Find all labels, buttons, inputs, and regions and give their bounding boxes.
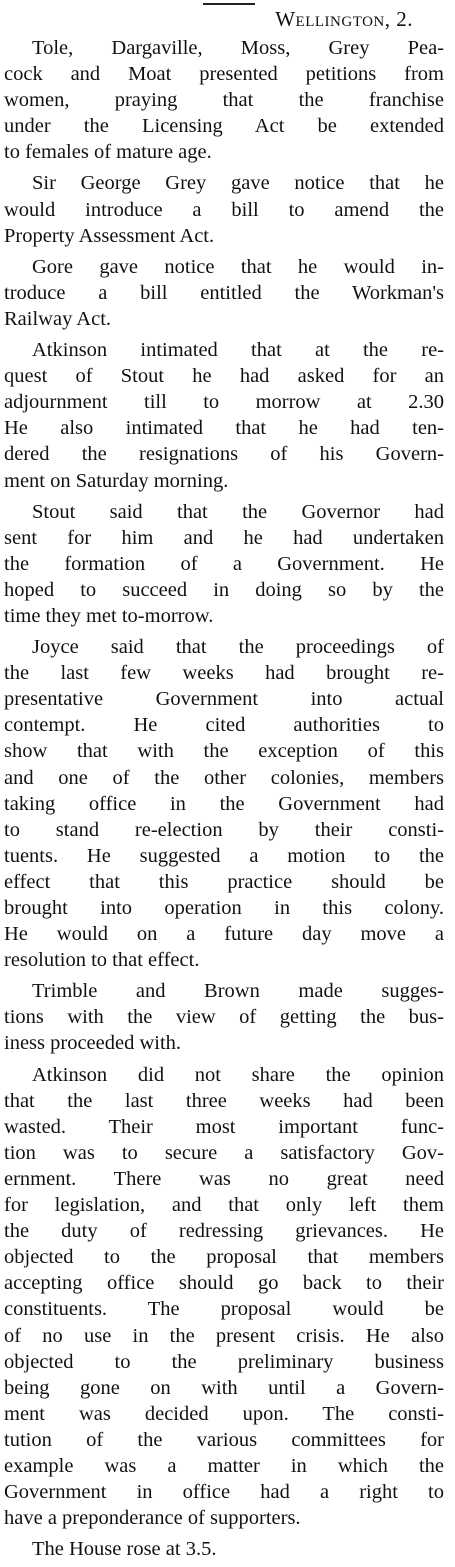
text-line: Sir George Grey gave notice that he	[32, 172, 444, 195]
text-line: Railway Act.	[4, 307, 112, 330]
text-line: objected to the proposal that members	[4, 1246, 444, 1269]
text-line: objected to the preliminary business	[4, 1350, 444, 1373]
text-line: of no use in the present crisis. He also	[4, 1324, 444, 1347]
text-line: the duty of redressing grievances. He	[4, 1220, 444, 1243]
text-line: tion was to secure a satisfactory Gov-	[4, 1141, 444, 1164]
text-line: hoped to succeed in doing so by the	[4, 578, 444, 601]
text-line: contempt. He cited authorities to	[4, 714, 444, 737]
text-line: Tole, Dargaville, Moss, Grey Pea-	[32, 37, 444, 59]
text-line: women, praying that the franchise	[4, 89, 444, 112]
text-line: resolution to that effect.	[4, 949, 200, 972]
text-line: taking office in the Government had	[4, 792, 444, 815]
text-line: Property Assessment Act.	[4, 224, 215, 247]
text-line: Trimble and Brown made sugges-	[32, 980, 444, 1003]
text-line: He would on a future day move a	[4, 923, 444, 946]
paragraph-atkinson-reply	[4, 1062, 444, 1532]
text-line: troduce a bill entitled the Workman's	[4, 281, 444, 304]
text-line: Atkinson did not share the opinion	[32, 1063, 444, 1086]
text-line: ernment. There was no great need	[4, 1167, 444, 1190]
dateline: Wellington, 2.	[275, 7, 413, 31]
text-line: dered the resignations of his Govern-	[4, 443, 444, 466]
paragraph-atkinson-adjournment	[4, 337, 444, 494]
text-line: The House rose at 3.5.	[32, 1538, 217, 1561]
text-line: ment was decided upon. The consti-	[4, 1402, 444, 1425]
paragraph-trimble-brown	[4, 978, 444, 1056]
text-line: He also intimated that he had ten-	[4, 417, 444, 440]
text-line: the formation of a Government. He	[4, 552, 444, 575]
article-body	[4, 35, 444, 1562]
paragraph-house-rose	[4, 1536, 444, 1562]
text-line: time they met to-morrow.	[4, 604, 214, 627]
text-line: have a preponderance of supporters.	[4, 1507, 301, 1530]
paragraph-stout-government	[4, 499, 444, 629]
text-line: tution of the various committees for	[4, 1428, 444, 1451]
text-line: effect that this practice should be	[4, 870, 444, 893]
text-line: example was a matter in which the	[4, 1454, 444, 1477]
text-line: tuents. He suggested a motion to the	[4, 844, 444, 867]
text-line: for legislation, and that only left them	[4, 1194, 444, 1217]
text-line: iness proceeded with.	[4, 1032, 182, 1055]
text-line: Stout said that the Governor had	[32, 500, 444, 523]
text-line: Atkinson intimated that at the re-	[32, 339, 444, 362]
paragraph-joyce-remarks	[4, 634, 444, 973]
text-line: being gone on with until a Govern-	[4, 1376, 444, 1399]
text-line: the last few weeks had brought re-	[4, 662, 444, 685]
paragraph-grey-notice	[4, 170, 444, 248]
text-line: accepting office should go back to their	[4, 1272, 444, 1295]
text-line: show that with the exception of this	[4, 740, 444, 763]
text-line: and one of the other colonies, members	[4, 766, 444, 789]
text-line: Joyce said that the proceedings of	[32, 636, 444, 659]
text-line: Gore gave notice that he would in-	[32, 255, 444, 278]
column-top-rule	[203, 3, 255, 5]
paragraph-petitions	[4, 35, 444, 165]
text-line: quest of Stout he had asked for an	[4, 365, 444, 388]
text-line: Government in office had a right to	[4, 1481, 444, 1504]
paragraph-gore-notice	[4, 254, 444, 332]
text-line: adjournment till to morrow at 2.30	[4, 391, 444, 414]
text-line: presentative Government into actual	[4, 688, 444, 711]
text-line: cock and Moat presented petitions from	[4, 63, 444, 86]
text-line: wasted. Their most important func-	[4, 1115, 444, 1138]
text-line: that the last three weeks had been	[4, 1089, 444, 1112]
text-line: to females of mature age.	[4, 141, 212, 164]
text-line: tions with the view of getting the bus-	[4, 1006, 444, 1029]
text-line: under the Licensing Act be extended	[4, 115, 444, 138]
text-line: constituents. The proposal would be	[4, 1298, 444, 1321]
text-line: brought into operation in this colony.	[4, 897, 444, 919]
text-line: ment on Saturday morning.	[4, 469, 229, 492]
text-line: would introduce a bill to amend the	[4, 198, 444, 221]
text-line: to stand re-election by their consti-	[4, 818, 444, 841]
text-line: sent for him and he had undertaken	[4, 526, 444, 549]
